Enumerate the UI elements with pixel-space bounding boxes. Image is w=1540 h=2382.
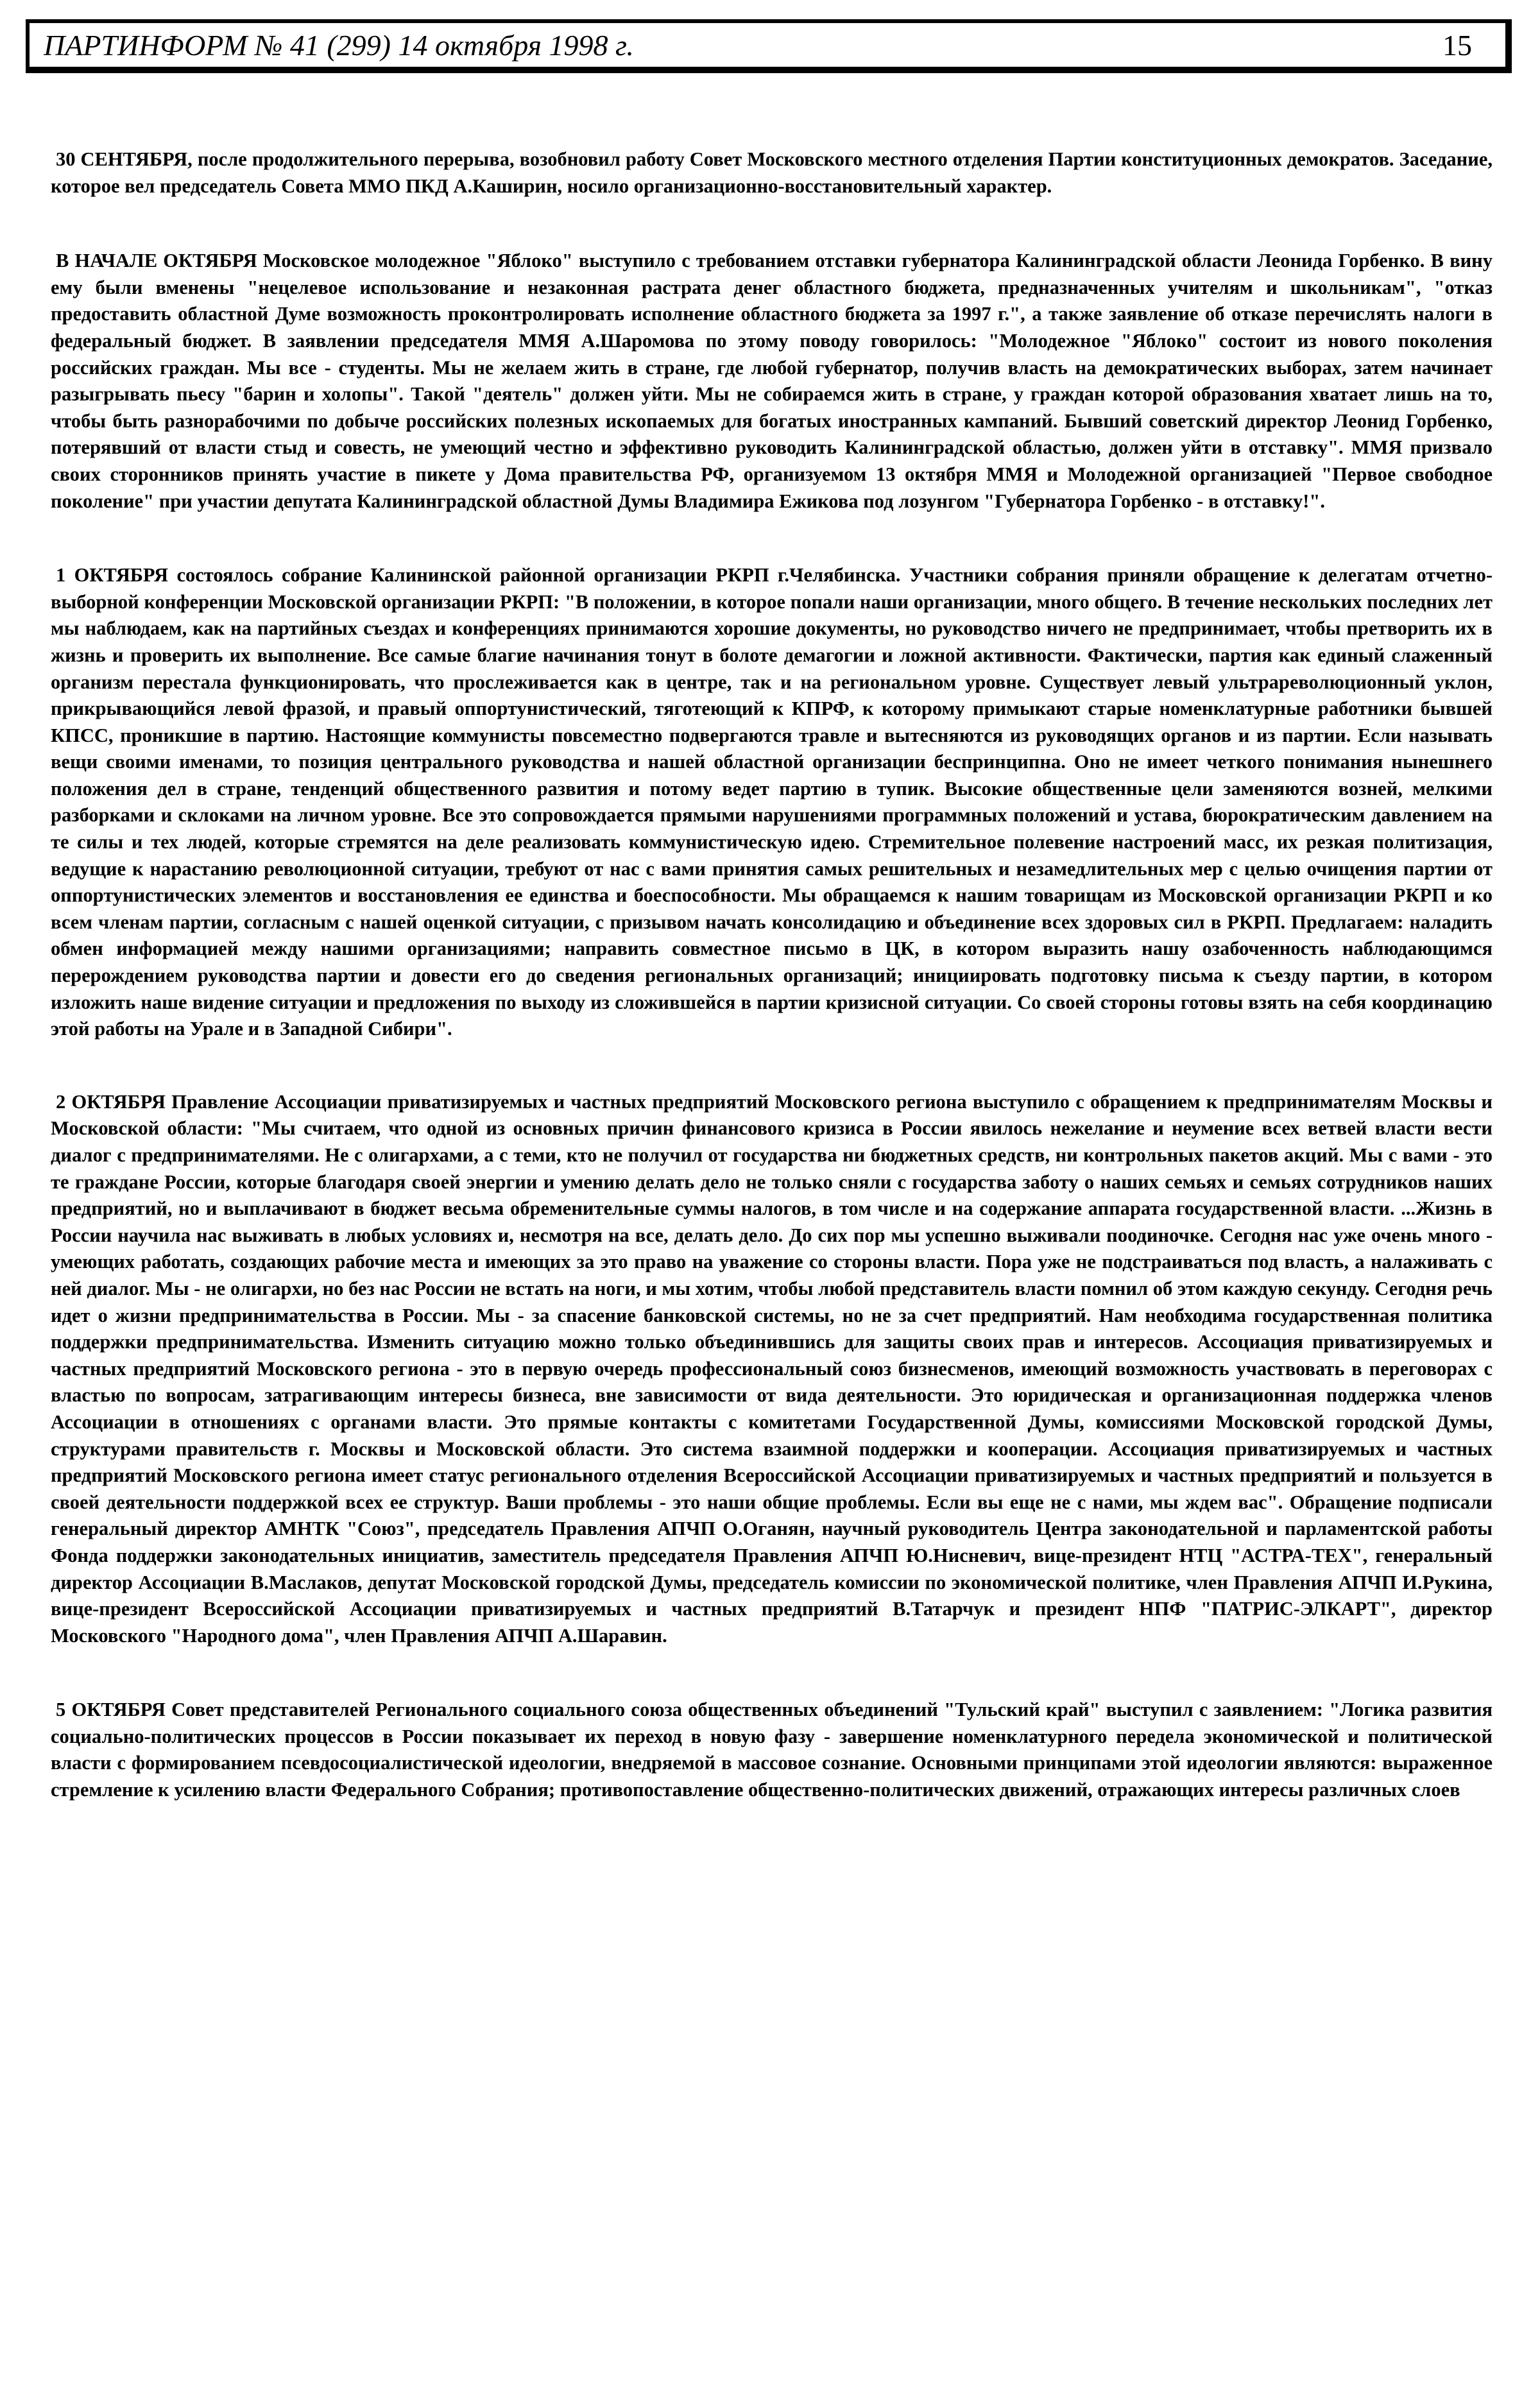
- news-date: 1 ОКТЯБРЯ: [56, 564, 169, 587]
- news-text: Совет представителей Регионального социального союза общественных объединений "Тульский край" выступил с заявлением: "Логика развития социально-политических процессов в России показывает их переход в новую фазу - завершение номенклатурного передела экономической и политической власти с формированием псевдосоциалистической идеологии, внедряемой в массовое сознание. Основными принципами этой идеологии являются: выраженное стремление к усилению власти Федерального Собрания; противопоставление общественно-политических движений, отражающих интересы различных слоев: [51, 1699, 1493, 1801]
- news-date: 5 ОКТЯБРЯ: [56, 1699, 166, 1721]
- news-item: [51, 146, 1493, 200]
- news-date: 2 ОКТЯБРЯ: [56, 1090, 166, 1113]
- publication-title: ПАРТИНФОРМ № 41 (299) 14 октября 1998 г.: [44, 29, 634, 62]
- news-item: [51, 562, 1493, 1043]
- article-body: [51, 146, 1493, 1804]
- news-item: [51, 1089, 1493, 1649]
- news-text: Московское молодежное "Яблоко" выступило с требованием отставки губернатора Калининградской области Леонида Горбенко. В вину ему были вменены "нецелевое использование и незаконная растрата денег областного бюджета, предназначенных учителям и школьникам", "отказ предоставить областной Думе возможность проконтролировать исполнение областного бюджета за 1997 г.", а также заявление об отказе перечислять налоги в федеральный бюджет. В заявлении председателя ММЯ А.Шаромова по этому поводу говорилось: "Молодежное "Яблоко" состоит из нового поколения российских граждан. Мы все - студенты. Мы не желаем жить в стране, где любой губернатор, получив власть на демократических выборах, затем начинает разыгрывать пьесу "барин и холопы". Такой "деятель" должен уйти. Мы не собираемся жить в стране, у граждан которой образования хватает лишь на то, чтобы быть разнорабочими по добыче российских полезных ископаемых для богатых иностранных кампаний. Бывший советский директор Леонид Горбенко, потерявший от власти стыд и совесть, не умеющий честно и эффективно руководить Калининградской областью, должен уйти в отставку". ММЯ призвало своих сторонников принять участие в пикете у Дома правительства РФ, организуемом 13 октября ММЯ и Молодежной организацией "Первое свободное поколение" при участии депутата Калининградской областной Думы Владимира Ежикова под лозунгом "Губернатора Горбенко - в отставку!".: [51, 250, 1493, 512]
- page-number: 15: [1442, 29, 1472, 62]
- page-header: [26, 19, 1512, 73]
- news-date: В НАЧАЛЕ ОКТЯБРЯ: [56, 250, 257, 272]
- news-item: [51, 1697, 1493, 1803]
- news-text: состоялось собрание Калининской районной организации РКРП г.Челябинска. Участники собрания приняли обращение к делегатам отчетно-выборной конференции Московской организации РКРП: "В положении, в которое попали наши организации, много общего. В течение нескольких последних лет мы наблюдаем, как на партийных съездах и конференциях принимаются хорошие документы, но руководство ничего не предпринимает, чтобы претворить их в жизнь и проверить их выполнение. Все самые благие начинания тонут в болоте демагогии и ложной активности. Фактически, партия как единый слаженный организм перестала функционировать, что прослеживается как в центре, так и на региональном уровне. Существует левый ультрареволюционный уклон, прикрывающийся левой фразой, и правый оппортунистический, тяготеющий к КПРФ, к которому примыкают старые номенклатурные работники бывшей КПСС, проникшие в партию. Настоящие коммунисты повсеместно подвергаются травле и вытесняются из руководящих органов и из партии. Если называть вещи своими именами, то позиция центрального руководства и нашей областной организации беспринципна. Оно не имеет четкого понимания нынешнего положения дел в стране, тенденций общественного развития и потому ведет партию в тупик. Высокие общественные цели заменяются возней, мелкими разборками и склоками на личном уровне. Все это сопровождается прямыми нарушениями программных положений и устава, бюрократическим давлением на те силы и тех людей, которые стремятся на деле реализовать коммунистическую идею. Стремительное полевение настроений масс, их резкая политизация, ведущие к нарастанию революционной ситуации, требуют от нас с вами принятия самых решительных и незамедлительных мер с целью очищения партии от оппортунистических элементов и восстановления ее единства и боеспособности. Мы обращаемся к нашим товарищам из Московской организации РКРП и ко всем членам партии, согласным с нашей оценкой ситуации, с призывом начать консолидацию и объединение всех здоровых сил в РКРП. Предлагаем: наладить обмен информацией между нашими организациями; направить совместное письмо в ЦК, в котором выразить нашу озабоченность наблюдающимся перерождением руководства партии и довести его до сведения региональных организаций; инициировать подготовку письма к съезду партии, в котором изложить наше видение ситуации и предложения по выходу из сложившейся в партии кризисной ситуации. Со своей стороны готовы взять на себя координацию этой работы на Урале и в Западной Сибири".: [51, 564, 1493, 1040]
- news-item: [51, 248, 1493, 515]
- news-text: Правление Ассоциации приватизируемых и частных предприятий Московского региона выступило с обращением к предпринимателям Москвы и Московской области: "Мы считаем, что одной из основных причин финансового кризиса в России явилось нежелание и неумение всех ветвей власти вести диалог с предпринимателями. Не с олигархами, а с теми, кто не получил от государства ни бюджетных средств, ни контрольных пакетов акций. Мы с вами - это те граждане России, которые благодаря своей энергии и умению делать дело не только сняли с государства заботу о наших семьях и семьях сотрудников наших предприятий, но и выплачивают в бюджет весьма обременительные суммы налогов, в том числе и на содержание аппарата государственной власти. ...Жизнь в России научила нас выживать в любых условиях и, несмотря на все, делать дело. До сих пор мы успешно выживали поодиночке. Сегодня нас уже очень много - умеющих работать, создающих рабочие места и имеющих за это право на уважение со стороны власти. Пора уже не подстраиваться под власть, а налаживать с ней диалог. Мы - не олигархи, но без нас России не встать на ноги, и мы хотим, чтобы любой представитель власти помнил об этом каждую секунду. Сегодня речь идет о жизни предпринимательства в России. Мы - за спасение банковской системы, но не за счет предприятий. Нам необходима государственная политика поддержки предпринимательства. Изменить ситуацию можно только объединившись для защиты своих прав и интересов. Ассоциация приватизируемых и частных предприятий Московского региона - это в первую очередь профессиональный союз бизнесменов, имеющий возможность участвовать в переговорах с властью по вопросам, затрагивающим интересы бизнеса, вне зависимости от вида деятельности. Это юридическая и организационная поддержка членов Ассоциации в отношениях с органами власти. Это прямые контакты с комитетами Государственной Думы, комиссиями Московской городской Думы, структурами правительств г. Москвы и Московской области. Это система взаимной поддержки и кооперации. Ассоциация приватизируемых и частных предприятий Московского региона имеет статус регионального отделения Всероссийской Ассоциации приватизируемых и частных предприятий и пользуется в своей деятельности поддержкой всех ее структур. Ваши проблемы - это наши общие проблемы. Если вы еще не с нами, мы ждем вас". Обращение подписали генеральный директор АМНТК "Союз", председатель Правления АПЧП О.Оганян, научный руководитель Центра законодательной и парламентской работы Фонда поддержки законодательных инициатив, заместитель председателя Правления АПЧП Ю.Нисневич, вице-президент НТЦ "АСТРА-ТЕХ", генеральный директор Ассоциации В.Маслаков, депутат Московской городской Думы, председатель комиссии по экономической политике, член Правления АПЧП И.Рукина, вице-президент Всероссийской Ассоциации приватизируемых и частных предприятий В.Татарчук и президент НПФ "ПАТРИС-ЭЛКАРТ", директор Московского "Народного дома", член Правления АПЧП А.Шаравин.: [51, 1090, 1493, 1647]
- news-text: после продолжительного перерыва, возобновил работу Совет Московского местного отделения Партии конституционных демократов. Заседание, которое вел председатель Совета ММО ПКД А.Каширин, носило организационно-восстановительный характер.: [51, 148, 1493, 197]
- news-date: 30 СЕНТЯБРЯ,: [56, 148, 193, 170]
